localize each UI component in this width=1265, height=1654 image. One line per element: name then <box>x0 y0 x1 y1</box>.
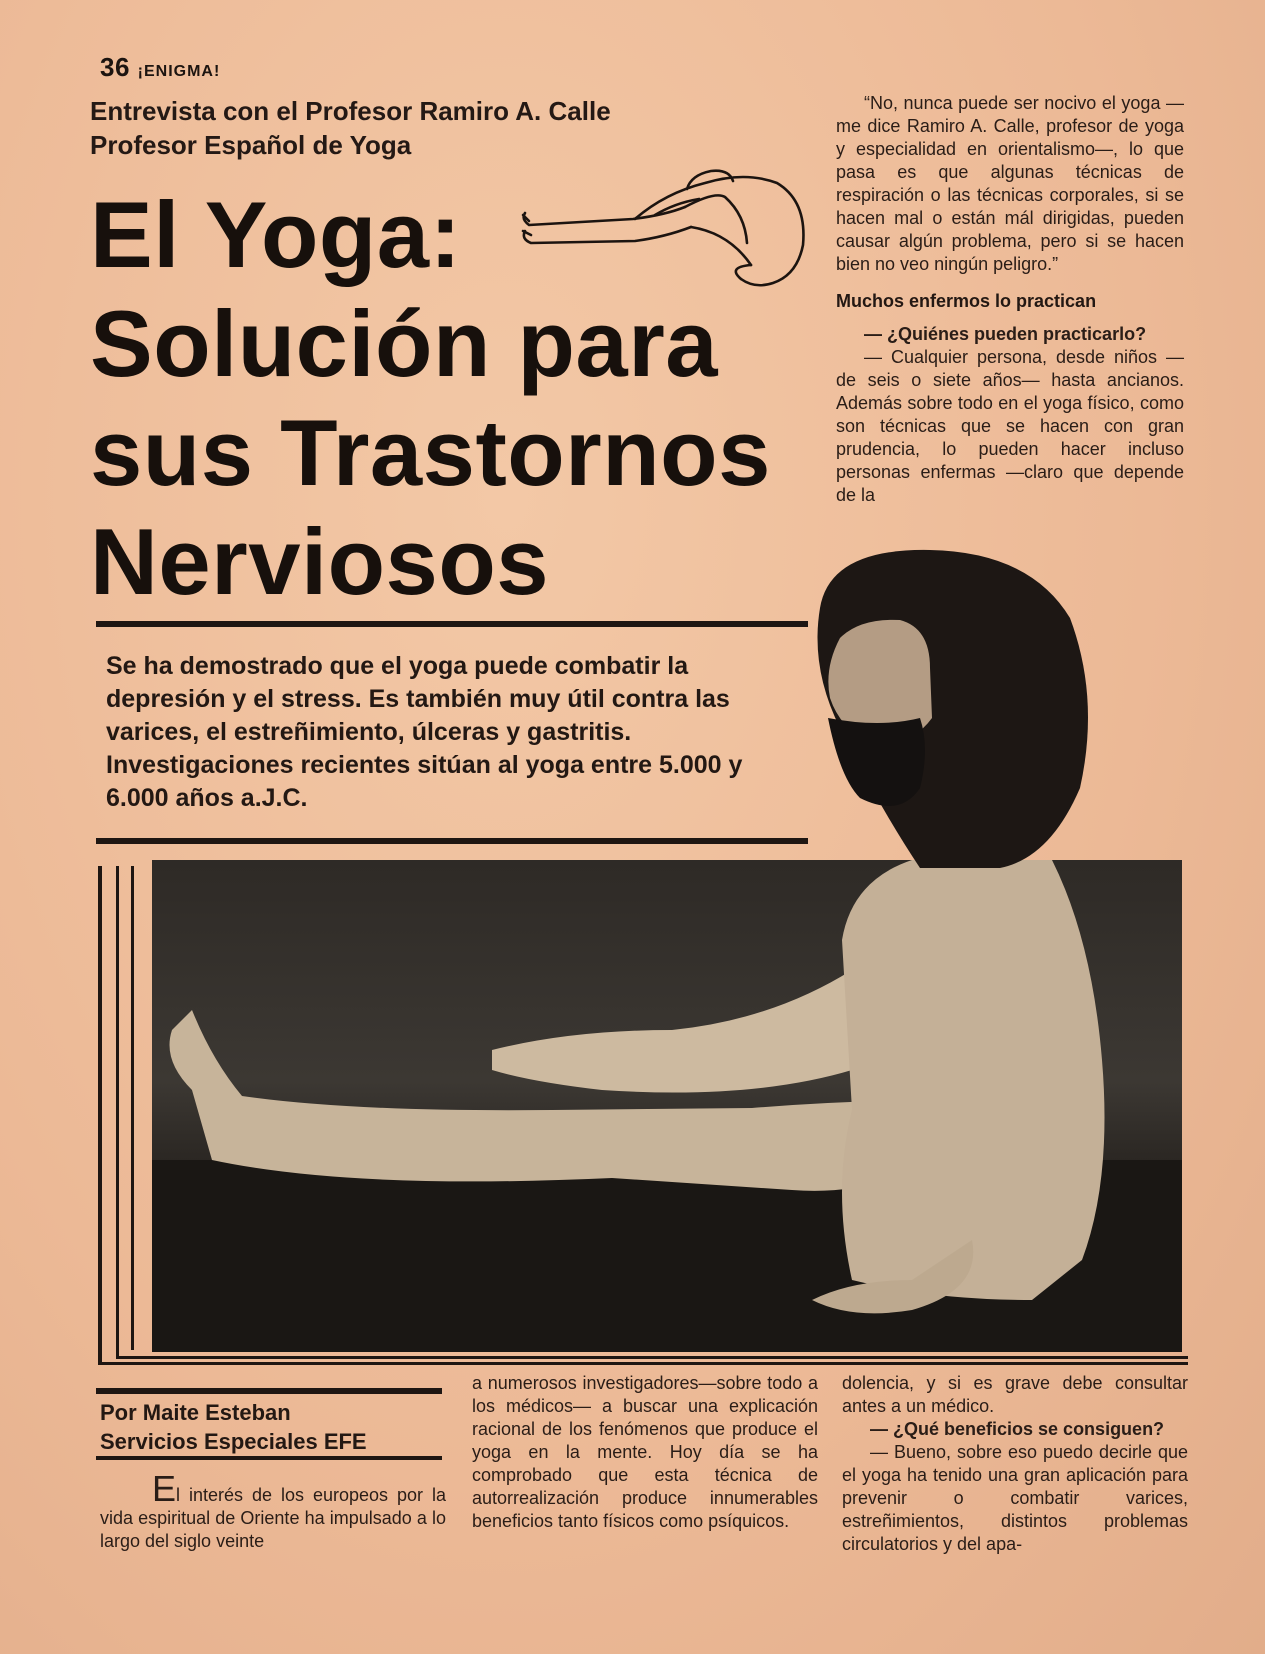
drop-cap: E <box>152 1468 177 1509</box>
yoga-photo <box>152 860 1182 1352</box>
photo-frame-line <box>131 866 134 1350</box>
kicker-line-1: Entrevista con el Profesor Ramiro A. Calle <box>90 96 611 126</box>
body-column-2 <box>472 1372 818 1533</box>
magazine-name: ¡ENIGMA! <box>137 63 221 80</box>
kicker-line-2: Profesor Español de Yoga <box>90 130 412 160</box>
photo-frame-line <box>98 866 102 1362</box>
body-column-3 <box>842 1372 1188 1556</box>
right-column <box>836 92 1184 507</box>
byline-top-rule <box>96 1388 442 1394</box>
section-subhead: Muchos enfermos lo practican <box>836 291 1097 311</box>
headline-line-2: Solución para <box>90 291 719 396</box>
lead-paragraph: Se ha demostrado que el yoga puede combatir la depresión y el stress. Es también muy útil contra las varices, el estreñimiento, úlceras y gastritis. Investigaciones recientes sitúan al yoga entre 5.000 y 6.000 años a.J.C. <box>106 652 743 812</box>
lead-bottom-rule <box>96 838 808 844</box>
interview-question: — ¿Quiénes pueden practicarlo? <box>864 324 1147 344</box>
author-name: Por Maite Esteban <box>100 1400 291 1425</box>
headline-line-3: sus Trastornos <box>90 400 771 505</box>
headline-line-1: El Yoga: <box>90 182 462 287</box>
interview-quote: “No, nunca puede ser nocivo el yoga —me dice Ramiro A. Calle, profesor de yoga y especialidad en orientalismo—, lo que pasa es que algunas técnicas de respiración o las técnicas corporales, si se hacen mal o están mál dirigidas, pueden causar algún problema, pero si se hacen bien no veo ningún peligro.” <box>836 93 1184 274</box>
body-col2-text: a numerosos investigadores—sobre todo a los médicos— a buscar una explicación racional de los fenómenos que produce el yoga en la mente. Hoy día se ha comprobado que esta técnica de autorrealización produce innumerables beneficios tanto físicos como psíquicos. <box>472 1373 818 1531</box>
yogi-head-photo <box>800 548 1120 878</box>
body-column-1 <box>100 1468 446 1553</box>
photo-frame-line <box>98 1362 1188 1365</box>
yoga-figure-silhouette <box>152 860 1182 1352</box>
byline <box>100 1398 440 1456</box>
body-col3-paragraph-1: dolencia, y si es grave debe consultar antes a un médico. <box>842 1373 1188 1416</box>
byline-bottom-rule <box>96 1456 442 1460</box>
lead-top-rule <box>96 621 808 627</box>
body-col3-question: — ¿Qué beneficios se consiguen? <box>870 1419 1165 1439</box>
interview-answer: — Cualquier persona, desde niños —de seis o siete años— hasta ancianos. Además sobre todo en el yoga físico, como son técnicas que se hacen con gran prudencia, lo pueden hacer incluso personas enfermas —claro que depende de la <box>836 347 1184 505</box>
yoga-pose-illustration <box>515 155 815 305</box>
photo-frame-line <box>116 1356 1188 1359</box>
page-number <box>100 52 220 83</box>
author-agency: Servicios Especiales EFE <box>100 1429 367 1454</box>
body-col3-paragraph-2: — Bueno, sobre eso puedo decirle que el yoga ha tenido una gran aplicación para prevenir o combatir varices, estreñimientos, distintos problemas circulatorios y del apa- <box>842 1442 1188 1554</box>
headline-line-4: Nerviosos <box>90 509 550 614</box>
body-col1-paragraph <box>100 1468 446 1553</box>
page-number-value: 36 <box>100 52 130 82</box>
body-col1-text: l interés de los europeos por la vida espiritual de Oriente ha impulsado a lo largo del siglo veinte <box>100 1485 446 1551</box>
photo-frame-line <box>116 866 119 1356</box>
kicker <box>90 94 750 162</box>
